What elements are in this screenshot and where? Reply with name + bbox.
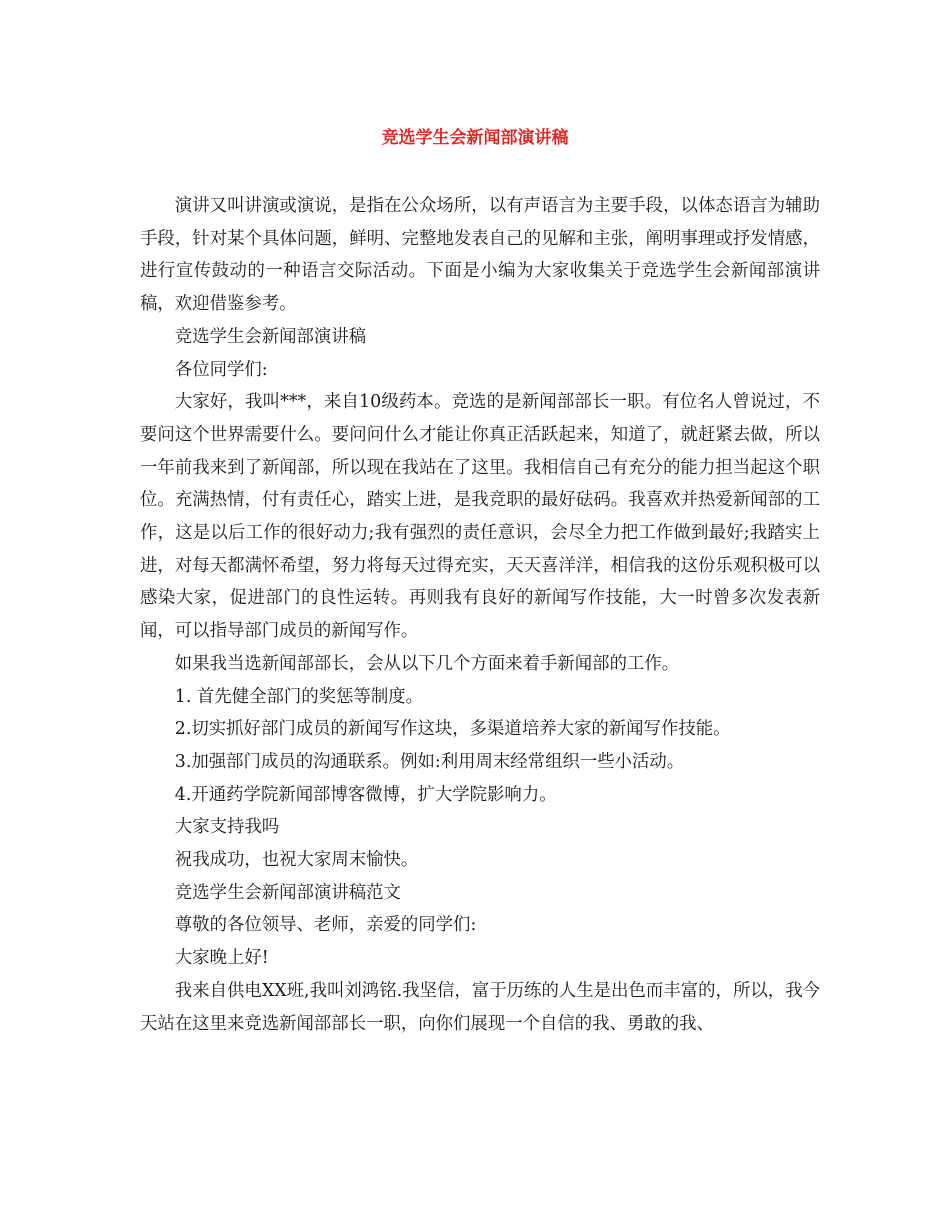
paragraph-salutation-2: 尊敬的各位领导、老师，亲爱的同学们:	[174, 915, 477, 936]
document-body	[140, 190, 820, 1040]
paragraph-heading-2: 竞选学生会新闻部演讲稿范文	[174, 882, 401, 903]
paragraph-plan-item-1: 1. 首先健全部门的奖惩等制度。	[174, 686, 423, 707]
paragraph-plan-item-3: 3.加强部门成员的沟通联系。例如:利用周末经常组织一些小活动。	[174, 751, 685, 772]
paragraph-heading-1: 竞选学生会新闻部演讲稿	[174, 326, 367, 347]
document-title: 竞选学生会新闻部演讲稿	[381, 128, 569, 148]
paragraph-plan-intro: 如果我当选新闻部部长，会从以下几个方面来着手新闻部的工作。	[174, 653, 680, 674]
paragraph-greeting-2: 大家晚上好!	[174, 948, 269, 969]
paragraph-salutation-1: 各位同学们:	[174, 359, 268, 380]
paragraph-speech-2: 我来自供电XX班,我叫刘鸿铭.我坚信，富于历练的人生是出色而丰富的，所以，我今天站在这里来竞选新闻部部长一职，向你们展现一个自信的我、勇敢的我、	[140, 980, 820, 1034]
paragraph-speech-1: 大家好，我叫***，来自10级药本。竞选的是新闻部部长一职。有位名人曾说过，不要问这个世界需要什么。要问问什么才能让你真正活跃起来，知道了，就赶紧去做，所以一年前我来到了新闻部，所以现在我站在了这里。我相信自己有充分的能力担当起这个职位。充满热情，付有责任心，踏实上进，是我竞职的最好砝码。我喜欢并热爱新闻部的工作，这是以后工作的很好动力;我有强烈的责任意识，会尽全力把工作做到最好;我踏实上进，对每天都满怀希望，努力将每天过得充实，天天喜洋洋，相信我的这份乐观积极可以感染大家，促进部门的良性运转。再则我有良好的新闻写作技能，大一时曾多次发表新闻，可以指导部门成员的新闻写作。	[140, 392, 820, 642]
paragraph-plan-item-4: 4.开通药学院新闻部博客微博，扩大学院影响力。	[174, 784, 557, 805]
paragraph-plan-item-2: 2.切实抓好部门成员的新闻写作这块，多渠道培养大家的新闻写作技能。	[174, 719, 731, 740]
paragraph-closing-question: 大家支持我吗	[174, 817, 280, 838]
paragraph-closing-wish: 祝我成功，也祝大家周末愉快。	[174, 850, 419, 871]
paragraph-intro: 演讲又叫讲演或演说，是指在公众场所，以有声语言为主要手段，以体态语言为辅助手段，针对某个具体问题，鲜明、完整地发表自己的见解和主张，阐明事理或抒发情感，进行宣传鼓动的一种语言交际活动。下面是小编为大家收集关于竞选学生会新闻部演讲稿，欢迎借鉴参考。	[140, 196, 820, 315]
